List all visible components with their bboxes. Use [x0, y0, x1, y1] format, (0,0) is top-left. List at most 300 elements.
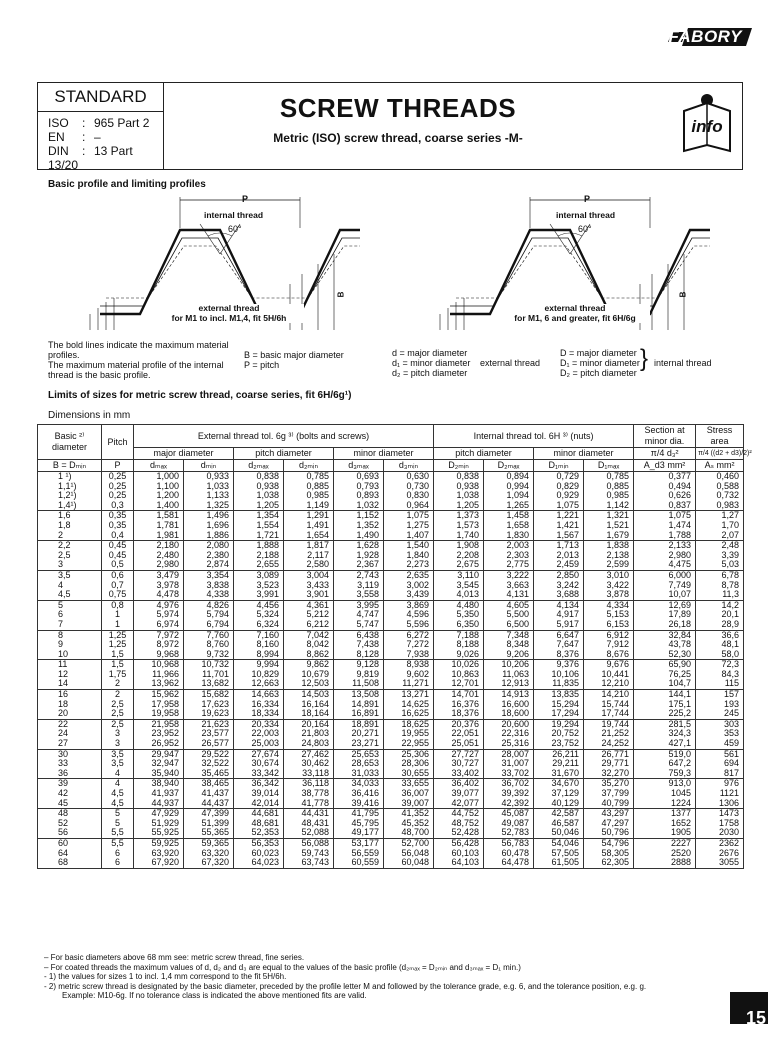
table-cell: 3,869	[384, 600, 434, 610]
table-cell: 44,752	[434, 809, 484, 819]
page-number: 15	[730, 992, 768, 1024]
table-cell: 1,540	[384, 541, 434, 551]
table-cell: 52,30	[634, 650, 696, 660]
table-cell: 8,760	[184, 640, 234, 650]
table-cell: 1,496	[184, 511, 234, 521]
table-cell: 24,252	[584, 739, 634, 749]
pitch-label: P	[584, 194, 591, 204]
table-cell: 1,142	[584, 501, 634, 511]
thread-limits-table	[37, 424, 752, 869]
table-cell: 1,6	[38, 511, 102, 521]
table-cell: 0,730	[384, 482, 434, 492]
table-cell: 17,294	[534, 709, 584, 719]
table-cell: 36,6	[696, 630, 744, 640]
table-cell: 353	[696, 729, 744, 739]
external-thread-label: external thread for M1, 6 and greater, fit 6H/6g	[500, 304, 650, 323]
table-cell: 0,964	[384, 501, 434, 511]
sub-dmin: dₘᵢₙ	[184, 460, 234, 472]
table-cell: 1121	[696, 789, 744, 799]
table-cell: 44,937	[134, 799, 184, 809]
table-cell: 11,835	[534, 679, 584, 689]
table-cell: 3,978	[134, 581, 184, 591]
table-cell: 6,912	[584, 630, 634, 640]
table-cell: 56,559	[334, 849, 384, 859]
external-defs-label: external thread	[480, 358, 541, 368]
table-cell: 14,210	[584, 690, 634, 700]
table-cell: 5,596	[384, 620, 434, 630]
table-cell: 13,682	[184, 679, 234, 689]
table-cell: 2,003	[484, 541, 534, 551]
table-cell: 64,478	[484, 858, 534, 868]
col-pitch-dia: pitch diameter	[234, 448, 334, 460]
table-cell: 48,681	[234, 819, 284, 829]
table-cell: 1,038	[434, 491, 484, 501]
table-cell: 115	[696, 679, 744, 689]
table-cell: 1,075	[384, 511, 434, 521]
table-cell: 0,6	[102, 570, 134, 580]
table-row	[38, 759, 744, 769]
table-cell: 54,796	[584, 838, 634, 848]
internal-thread-label: internal thread	[204, 210, 264, 220]
table-cell: 1,354	[234, 511, 284, 521]
dimensions-note: Dimensions in mm	[48, 410, 131, 421]
table-cell: 3,010	[584, 570, 634, 580]
table-cell: 4,334	[584, 600, 634, 610]
table-header-row-1	[38, 425, 744, 448]
table-row	[38, 472, 744, 482]
table-row	[38, 620, 744, 630]
table-cell: 9,602	[384, 670, 434, 680]
table-row	[38, 849, 744, 859]
table-row	[38, 482, 744, 492]
table-cell: 38,778	[284, 789, 334, 799]
table-cell: 9	[38, 640, 102, 650]
table-cell: 3	[38, 560, 102, 570]
table-cell: 9,994	[234, 660, 284, 670]
table-cell: 15,294	[534, 700, 584, 710]
table-cell: 48,1	[696, 640, 744, 650]
table-cell: 10	[38, 650, 102, 660]
table-cell: 29,522	[184, 749, 234, 759]
table-cell: 14,503	[284, 690, 334, 700]
table-cell: 1,817	[284, 541, 334, 551]
sub-D2max: D₂ₘₐₓ	[484, 460, 534, 472]
table-cell: 43,78	[634, 640, 696, 650]
table-cell: 5,917	[534, 620, 584, 630]
table-cell: 0,938	[234, 482, 284, 492]
table-cell: 8,160	[234, 640, 284, 650]
table-cell: 10,679	[284, 670, 334, 680]
table-cell: 29,947	[134, 749, 184, 759]
table-cell: 8,78	[696, 581, 744, 591]
table-cell: 519,0	[634, 749, 696, 759]
table-cell: 5,03	[696, 560, 744, 570]
pitch-label: P	[242, 194, 249, 204]
table-cell: 7,438	[334, 640, 384, 650]
table-cell: 0,25	[102, 482, 134, 492]
table-cell: 245	[696, 709, 744, 719]
table-cell: 60,048	[384, 858, 434, 868]
table-cell: 1306	[696, 799, 744, 809]
table-cell: 16,625	[384, 709, 434, 719]
page-subtitle: Metric (ISO) screw thread, coarse series -M-	[273, 131, 523, 145]
table-cell: 7,912	[584, 640, 634, 650]
sub-D1max: D₁ₘₐₓ	[584, 460, 634, 472]
table-cell: 2,080	[184, 541, 234, 551]
table-cell: 0,885	[284, 482, 334, 492]
table-cell: 0,938	[434, 482, 484, 492]
table-cell: 33,402	[434, 769, 484, 779]
internal-thread-label: internal thread	[556, 210, 616, 220]
table-cell: 1,713	[534, 541, 584, 551]
table-cell: 3,545	[434, 581, 484, 591]
table-cell: 39,014	[234, 789, 284, 799]
col-minor: minor diameter	[334, 448, 434, 460]
table-row	[38, 590, 744, 600]
table-cell: 25,653	[334, 749, 384, 759]
table-cell: 12,69	[634, 600, 696, 610]
table-cell: 5,324	[234, 610, 284, 620]
table-cell: 1,788	[634, 531, 696, 541]
table-cell: 5,153	[584, 610, 634, 620]
table-cell: 30	[38, 749, 102, 759]
table-cell: 0,45	[102, 551, 134, 561]
table-cell: 53,177	[334, 838, 384, 848]
table-cell: 1,70	[696, 521, 744, 531]
table-cell: 2	[38, 531, 102, 541]
table-cell: 63,743	[284, 858, 334, 868]
table-cell: 647,2	[634, 759, 696, 769]
table-cell: 3,5	[38, 570, 102, 580]
table-row	[38, 799, 744, 809]
table-cell: 45,087	[484, 809, 534, 819]
table-cell: 14,2	[696, 600, 744, 610]
table-cell: 4,338	[184, 590, 234, 600]
table-cell: 324,3	[634, 729, 696, 739]
table-cell: 30,727	[434, 759, 484, 769]
table-cell: 0,4	[102, 531, 134, 541]
table-cell: 3,119	[334, 581, 384, 591]
table-cell: 2,2	[38, 541, 102, 551]
table-cell: 28,306	[384, 759, 434, 769]
table-cell: 2,303	[484, 551, 534, 561]
table-cell: 58,0	[696, 650, 744, 660]
table-cell: 2362	[696, 838, 744, 848]
table-cell: 4,480	[434, 600, 484, 610]
table-cell: 0,929	[534, 491, 584, 501]
table-cell: 193	[696, 700, 744, 710]
table-cell: 22	[38, 719, 102, 729]
sub-b: B = Dₘᵢₙ	[38, 460, 102, 472]
table-cell: 0,75	[102, 590, 134, 600]
table-cell: 913,0	[634, 779, 696, 789]
table-cell: 33	[38, 759, 102, 769]
table-cell: 0,838	[234, 472, 284, 482]
table-row	[38, 501, 744, 511]
logo-text: FABORY	[668, 27, 742, 46]
table-cell: 1,275	[384, 521, 434, 531]
info-label: info	[691, 117, 723, 136]
table-cell: 18,600	[484, 709, 534, 719]
table-cell: 3,5	[102, 749, 134, 759]
table-cell: 2030	[696, 828, 744, 838]
table-cell: 14,701	[434, 690, 484, 700]
table-cell: 3,663	[484, 581, 534, 591]
table-cell: 6	[38, 610, 102, 620]
table-cell: 1,928	[334, 551, 384, 561]
col-sec-formula: π/4 d₃²	[634, 448, 696, 460]
table-cell: 36,402	[434, 779, 484, 789]
table-cell: 0,985	[584, 491, 634, 501]
col-basic-diameter: Basic ²⁾ diameter	[38, 425, 102, 460]
table-cell: 10,863	[434, 670, 484, 680]
table-cell: 0,35	[102, 511, 134, 521]
table-cell: 1,1¹)	[38, 482, 102, 492]
table-cell: 56,428	[434, 838, 484, 848]
table-cell: 0,3	[102, 501, 134, 511]
table-cell: 104,7	[634, 679, 696, 689]
table-row	[38, 551, 744, 561]
table-cell: 33,118	[284, 769, 334, 779]
table-cell: 3,558	[334, 590, 384, 600]
table-cell: 41,778	[284, 799, 334, 809]
table-cell: 1,000	[134, 472, 184, 482]
table-cell: 2,599	[584, 560, 634, 570]
table-cell: 2,459	[534, 560, 584, 570]
standard-label: STANDARD	[38, 83, 163, 112]
table-cell: 2,138	[584, 551, 634, 561]
table-cell: 42,077	[434, 799, 484, 809]
table-cell: 4,605	[484, 600, 534, 610]
table-cell: 48,752	[434, 819, 484, 829]
table-cell: 33,342	[234, 769, 284, 779]
table-cell: 23,577	[184, 729, 234, 739]
table-cell: 1,291	[284, 511, 334, 521]
table-row	[38, 531, 744, 541]
table-cell: 25,051	[434, 739, 484, 749]
table-cell: 1,908	[434, 541, 484, 551]
table-cell: 55,365	[184, 828, 234, 838]
table-cell: 22,051	[434, 729, 484, 739]
table-cell: 65,90	[634, 660, 696, 670]
sub-d3max: d₃ₘₐₓ	[334, 460, 384, 472]
table-cell: 0,785	[584, 472, 634, 482]
table-cell: 10,829	[234, 670, 284, 680]
table-row	[38, 769, 744, 779]
table-cell: 60,103	[434, 849, 484, 859]
internal-defs: D = major diameter D₁ = minor diameter D₂ = pitch diameter	[560, 348, 640, 378]
standard-panel	[38, 83, 164, 172]
table-cell: 10,206	[484, 660, 534, 670]
table-cell: 11	[38, 660, 102, 670]
col-internal-thread: Internal thread tol. 6H ³⁾ (nuts)	[434, 425, 634, 448]
table-cell: 22,316	[484, 729, 534, 739]
table-cell: 17,958	[134, 700, 184, 710]
table-cell: 9,732	[184, 650, 234, 660]
table-cell: 35,270	[584, 779, 634, 789]
table-cell: 10,106	[534, 670, 584, 680]
table-cell: 1,654	[284, 531, 334, 541]
table-cell: 0,994	[484, 482, 534, 492]
table-cell: 4,456	[234, 600, 284, 610]
table-cell: 13,835	[534, 690, 584, 700]
table-cell: 10,968	[134, 660, 184, 670]
table-cell: 16	[38, 690, 102, 700]
external-defs: d = major diameter d₁ = minor diameter d₂ = pitch diameter	[392, 348, 471, 378]
table-cell: 0,983	[696, 501, 744, 511]
table-cell: 10,732	[184, 660, 234, 670]
table-cell: 3,995	[334, 600, 384, 610]
table-cell: 3,688	[534, 590, 584, 600]
table-cell: 35,940	[134, 769, 184, 779]
table-cell: 6,000	[634, 570, 696, 580]
table-cell: 26,211	[534, 749, 584, 759]
internal-defs-label: internal thread	[654, 358, 712, 368]
table-cell: 1,458	[484, 511, 534, 521]
table-cell: 694	[696, 759, 744, 769]
table-cell: 13,962	[134, 679, 184, 689]
table-cell: 49,177	[334, 828, 384, 838]
table-cell: 13,508	[334, 690, 384, 700]
table-cell: 22,955	[384, 739, 434, 749]
table-cell: 26,577	[184, 739, 234, 749]
table-cell: 37,799	[584, 789, 634, 799]
table-cell: 47,399	[184, 809, 234, 819]
table-cell: 3,991	[234, 590, 284, 600]
table-cell: 5,747	[334, 620, 384, 630]
table-cell: 64	[38, 849, 102, 859]
table-cell: 3,422	[584, 581, 634, 591]
table-cell: 50,046	[534, 828, 584, 838]
table-cell: 1,830	[484, 531, 534, 541]
table-cell: 32,270	[584, 769, 634, 779]
table-cell: 58,305	[584, 849, 634, 859]
table-row	[38, 828, 744, 838]
table-cell: 9,376	[534, 660, 584, 670]
table-cell: 41,352	[384, 809, 434, 819]
table-cell: 34,033	[334, 779, 384, 789]
table-cell: 72,3	[696, 660, 744, 670]
table-cell: 459	[696, 739, 744, 749]
table-cell: 3,5	[102, 759, 134, 769]
col-section: Section at minor dia.	[634, 425, 696, 448]
table-cell: 4,5	[38, 590, 102, 600]
table-cell: 2,013	[534, 551, 584, 561]
table-cell: 1,696	[184, 521, 234, 531]
table-cell: 10,026	[434, 660, 484, 670]
table-cell: 2,117	[284, 551, 334, 561]
basic-dia-label: B	[336, 291, 346, 298]
table-cell: 60,023	[234, 849, 284, 859]
table-cell: 1,221	[534, 511, 584, 521]
table-cell: 56,088	[284, 838, 334, 848]
table-cell: 10,441	[584, 670, 634, 680]
table-cell: 1,781	[134, 521, 184, 531]
sub-p: P	[102, 460, 134, 472]
table-cell: 2520	[634, 849, 696, 859]
table-cell: 27,462	[284, 749, 334, 759]
table-cell: 8,676	[584, 650, 634, 660]
table-cell: 1224	[634, 799, 696, 809]
table-cell: 17,744	[584, 709, 634, 719]
table-cell: 7,647	[534, 640, 584, 650]
table-cell: 2,380	[184, 551, 234, 561]
table-cell: 0,893	[334, 491, 384, 501]
table-cell: 41,937	[134, 789, 184, 799]
table-cell: 1473	[696, 809, 744, 819]
table-cell: 4	[102, 769, 134, 779]
table-cell: 1,490	[334, 531, 384, 541]
table-cell: 12,913	[484, 679, 534, 689]
table-row	[38, 650, 744, 660]
table-cell: 4	[38, 581, 102, 591]
table-cell: 2,5	[102, 719, 134, 729]
table-cell: 1,628	[334, 541, 384, 551]
table-cell: 2,580	[284, 560, 334, 570]
table-cell: 1,521	[584, 521, 634, 531]
table-cell: 1,27	[696, 511, 744, 521]
table-cell: 5,974	[134, 610, 184, 620]
table-cell: 26,18	[634, 620, 696, 630]
table-cell: 4,596	[384, 610, 434, 620]
angle-label: 60°	[578, 224, 592, 234]
table-cell: 27	[38, 739, 102, 749]
table-row	[38, 809, 744, 819]
table-cell: 1,032	[334, 501, 384, 511]
table-cell: 19,623	[184, 709, 234, 719]
profile-note: The bold lines indicate the maximum material profiles. The maximum material profile of the internal thread is the basic profile.	[48, 340, 229, 380]
table-cell: 0,630	[384, 472, 434, 482]
table-cell: 29,211	[534, 759, 584, 769]
table-row	[38, 570, 744, 580]
table-cell: 11,966	[134, 670, 184, 680]
table-cell: 16,334	[234, 700, 284, 710]
table-cell: 37,129	[534, 789, 584, 799]
table-cell: 2,367	[334, 560, 384, 570]
table-cell: 1,721	[234, 531, 284, 541]
table-cell: 0,793	[334, 482, 384, 492]
table-cell: 12,210	[584, 679, 634, 689]
table-cell: 1,321	[584, 511, 634, 521]
table-cell: 2,980	[634, 551, 696, 561]
table-cell: 19,958	[134, 709, 184, 719]
table-cell: 33,655	[384, 779, 434, 789]
table-cell: 1,373	[434, 511, 484, 521]
table-cell: 23,952	[134, 729, 184, 739]
table-cell: 6	[102, 858, 134, 868]
table-cell: 1,838	[584, 541, 634, 551]
table-cell: 1,038	[234, 491, 284, 501]
table-cell: 21,623	[184, 719, 234, 729]
sub-ad3: A_d3 mm²	[634, 460, 696, 472]
table-cell: 1,8	[38, 521, 102, 531]
table-cell: 28,007	[484, 749, 534, 759]
table-cell: 3,878	[584, 590, 634, 600]
table-cell: 0,729	[534, 472, 584, 482]
table-cell: 48	[38, 809, 102, 819]
table-cell: 56,353	[234, 838, 284, 848]
table-row	[38, 679, 744, 689]
table-cell: 4,917	[534, 610, 584, 620]
table-cell: 8,938	[384, 660, 434, 670]
table-cell: 44,437	[184, 799, 234, 809]
table-cell: 7,749	[634, 581, 696, 591]
table-cell: 28,653	[334, 759, 384, 769]
table-cell: 41,437	[184, 789, 234, 799]
table-cell: 8,188	[434, 640, 484, 650]
table-cell: 6,647	[534, 630, 584, 640]
table-cell: 16,891	[334, 709, 384, 719]
